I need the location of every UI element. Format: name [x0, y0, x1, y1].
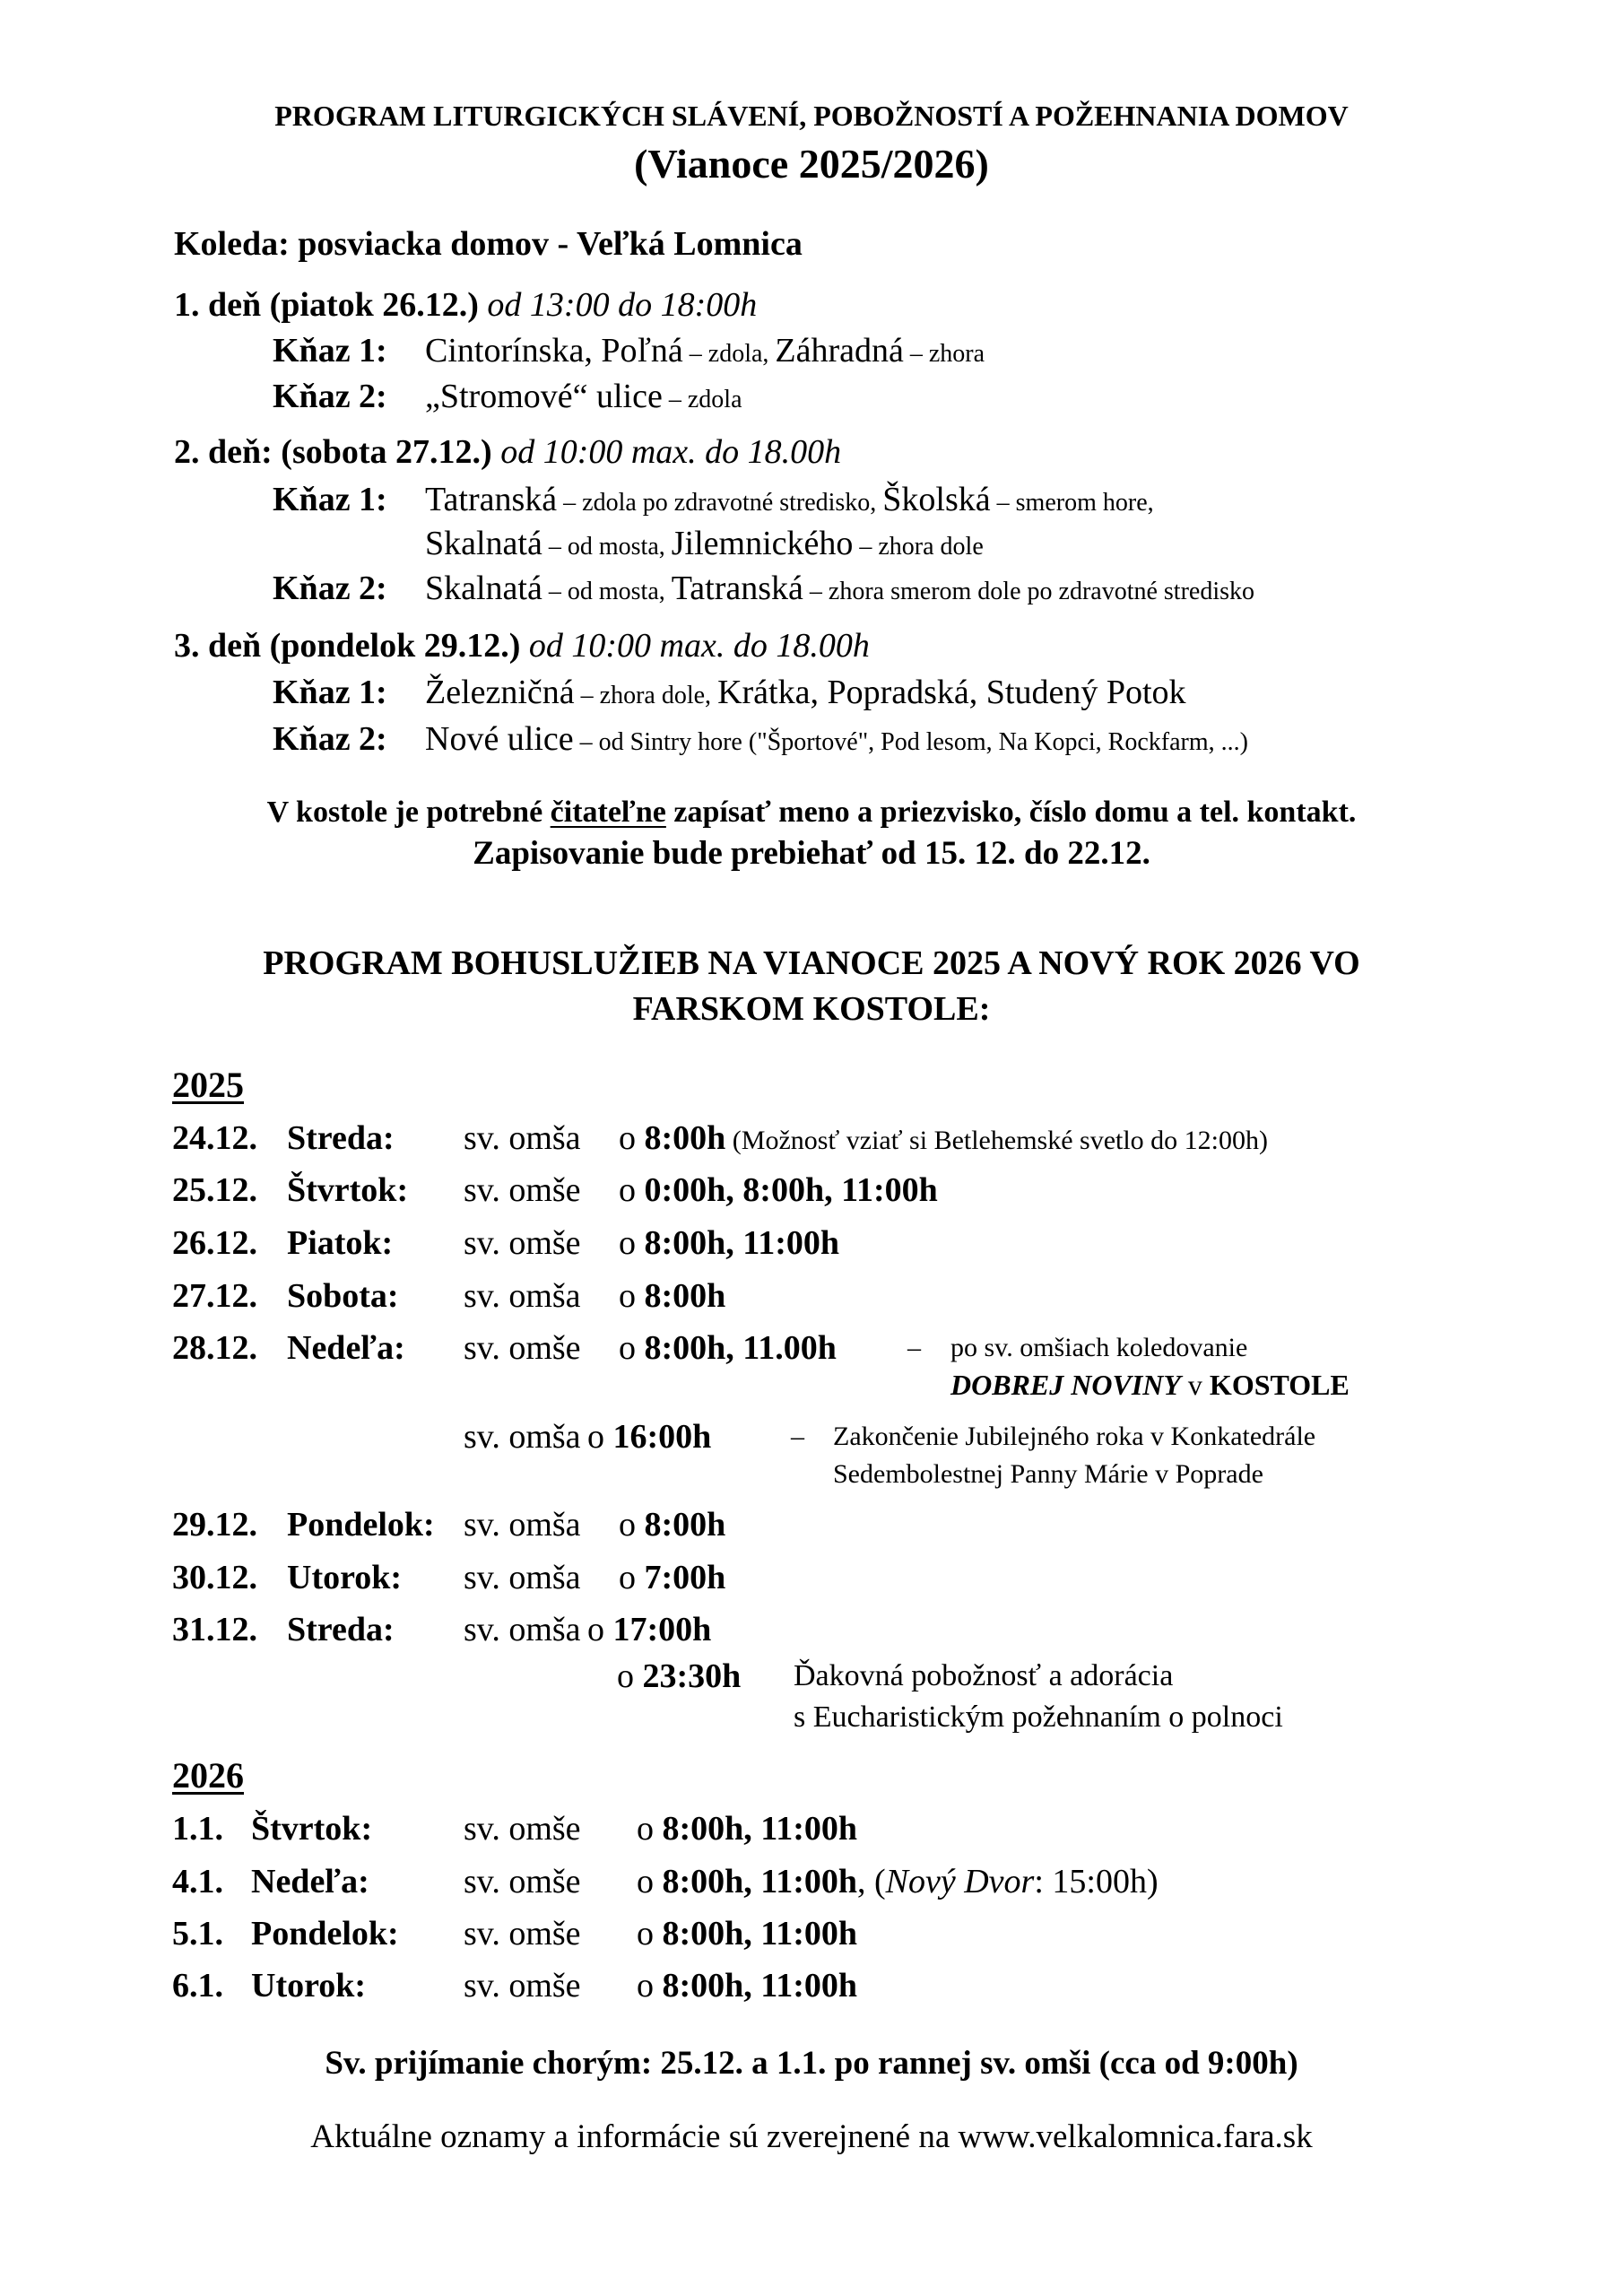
row-day: Nedeľa:: [251, 1863, 369, 1900]
priest-label: Kňaz 1:: [273, 674, 387, 711]
row-date: 26.12.: [172, 1224, 257, 1262]
street: Železničná: [425, 674, 575, 711]
row-o-text: o: [619, 1506, 636, 1544]
koleda-day-2-priest-2: [273, 571, 387, 605]
row-mass: sv. omše: [464, 1810, 581, 1848]
row-times: 8:00h, 11:00h: [662, 1810, 857, 1848]
row-date: 25.12.: [172, 1171, 257, 1209]
row-day: Sobota:: [287, 1277, 399, 1315]
priest-label: Kňaz 2:: [273, 570, 387, 607]
row-o: [637, 1917, 857, 1951]
day-label: 3. deň (pondelok 29.12.): [174, 627, 521, 665]
services-title-line-2: FARSKOM KOSTOLE:: [632, 990, 991, 1028]
row-o: [619, 1121, 1268, 1155]
street: Jilemnického: [671, 525, 854, 562]
row-times: 23:30h: [642, 1657, 742, 1695]
row-o-text: o: [619, 1329, 636, 1367]
koleda-day-1-priest-2-streets: [425, 379, 742, 413]
koleda-day-1-priest-1-streets: [425, 334, 985, 368]
row-o-text: o: [587, 1418, 604, 1456]
priest-label: Kňaz 1:: [273, 332, 387, 370]
row-times: 8:00h, 11:00h: [662, 1863, 857, 1900]
row-o: [619, 1173, 938, 1207]
direction: – smerom hore,: [990, 489, 1154, 517]
row-day: Streda:: [287, 1119, 395, 1157]
note-strong: KOSTOLE: [1209, 1369, 1350, 1401]
note-text: v: [1180, 1369, 1210, 1401]
row-note: Ďakovná pobožnosť a adorácia: [794, 1659, 1174, 1692]
communion-notice: Sv. prijímanie chorým: 25.12. a 1.1. po rannej sv. omši (cca od 9:00h): [325, 2045, 1298, 2082]
row-note-line-2: [950, 1370, 1350, 1399]
row-day: Piatok:: [287, 1224, 394, 1262]
services-title-line-1: PROGRAM BOHUSLUŽIEB NA VIANOCE 2025 A NOVÝ ROK 2026 VO: [263, 944, 1360, 982]
row-o: [587, 1613, 711, 1647]
row-note: Zakončenie Jubilejného roka v Konkatedrále: [833, 1422, 1316, 1451]
row-o-text: o: [619, 1171, 636, 1209]
row-date: 6.1.: [172, 1967, 223, 2005]
street: Tatranská: [425, 481, 558, 518]
koleda-day-3-priest-2-streets: [425, 722, 1248, 756]
row-date: 5.1.: [172, 1915, 223, 1952]
koleda-day-1: [174, 288, 757, 322]
row-o: [587, 1420, 711, 1454]
row-tail-place: Nový Dvor: [885, 1863, 1035, 1900]
koleda-day-2: [174, 435, 841, 469]
row-note-line-2: s Eucharistickým požehnaním o polnoci: [794, 1700, 1283, 1734]
row-date: 27.12.: [172, 1277, 257, 1315]
row-o: [637, 1812, 857, 1846]
row-date: 24.12.: [172, 1119, 257, 1157]
row-o: [619, 1279, 725, 1313]
koleda-day-1-priest-1: [273, 334, 387, 368]
row-times: 8:00h, 11:00h: [662, 1915, 857, 1952]
website-notice: Aktuálne oznamy a informácie sú zverejnené na www.velkalomnica.fara.sk: [310, 2118, 1313, 2155]
street: Školská: [882, 481, 991, 518]
koleda-day-3-priest-1: [273, 675, 387, 709]
direction: – zhora dole,: [574, 682, 718, 709]
day-time: od 13:00 do 18:00h: [478, 286, 758, 324]
row-mass: sv. omše: [464, 1863, 581, 1900]
koleda-day-3-priest-1-streets: [425, 675, 1186, 709]
notice-text: V kostole je potrebné: [266, 796, 551, 829]
row-day: Pondelok:: [251, 1915, 399, 1952]
row-o-text: o: [637, 1810, 654, 1848]
street: Tatranská: [671, 570, 803, 607]
direction: – od Sintry hore ("Športové", Pod lesom, Na Kopci, Rockfarm, ...): [573, 728, 1248, 756]
priest-label: Kňaz 1:: [273, 481, 387, 518]
street: „Stromové“ ulice: [425, 378, 663, 415]
koleda-day-2-priest-1-streets-cont: [425, 526, 984, 561]
row-dash: –: [907, 1333, 921, 1362]
day-time: od 10:00 max. do 18.00h: [520, 627, 870, 665]
street: Skalnatá: [425, 570, 542, 607]
koleda-day-3-priest-2: [273, 722, 387, 756]
street: Krátka, Popradská, Studený Potok: [717, 674, 1186, 711]
koleda-day-3: [174, 629, 870, 663]
row-mass: sv. omše: [464, 1329, 581, 1367]
row-o-text: o: [637, 1967, 654, 2005]
row-tail: : 15:00h): [1034, 1863, 1159, 1900]
row-note-line-2: Sedembolestnej Panny Márie v Poprade: [833, 1459, 1263, 1489]
year-heading-2025: 2025: [172, 1065, 244, 1105]
document-subtitle: (Vianoce 2025/2026): [634, 141, 989, 187]
direction: – od mosta,: [542, 578, 672, 605]
row-day: Streda:: [287, 1611, 395, 1648]
koleda-day-2-priest-1: [273, 483, 387, 517]
row-o-text: o: [619, 1559, 636, 1596]
registration-notice: [0, 797, 1623, 828]
row-date: 4.1.: [172, 1863, 223, 1900]
row-date: 28.12.: [172, 1329, 257, 1367]
day-label: 2. deň: (sobota 27.12.): [174, 433, 492, 471]
priest-label: Kňaz 2:: [273, 378, 387, 415]
row-date: 30.12.: [172, 1559, 257, 1596]
row-o-text: o: [619, 1224, 636, 1262]
row-date: 31.12.: [172, 1611, 257, 1648]
street: Záhradná: [775, 332, 904, 370]
row-date: 1.1.: [172, 1810, 223, 1848]
row-o: [619, 1331, 837, 1365]
day-label: 1. deň (piatok 26.12.): [174, 286, 479, 324]
row-o-text: o: [617, 1657, 634, 1695]
row-o: [619, 1508, 725, 1542]
row-times: 17:00h: [612, 1611, 712, 1648]
row-mass: sv. omše: [464, 1967, 581, 2005]
row-mass: sv. omše: [464, 1915, 581, 1952]
notice-text: zapísať meno a priezvisko, číslo domu a tel. kontakt.: [665, 796, 1357, 829]
row-o: [619, 1226, 839, 1260]
row-o-text: o: [619, 1277, 636, 1315]
row-o: [637, 1969, 857, 2003]
row-note: (Možnosť vziať si Betlehemské svetlo do 12:00h): [725, 1126, 1268, 1155]
row-mass: sv. omša: [464, 1559, 581, 1596]
row-day: Štvrtok:: [287, 1171, 409, 1209]
row-times: 8:00h, 11:00h: [644, 1224, 839, 1262]
row-o-text: o: [587, 1611, 604, 1648]
koleda-day-2-priest-2-streets: [425, 571, 1254, 605]
row-mass: sv. omša: [464, 1119, 581, 1157]
row-o: [637, 1865, 1159, 1899]
street: Cintorínska, Poľná: [425, 332, 683, 370]
row-times: 8:00h: [644, 1119, 726, 1157]
row-o-text: o: [637, 1863, 654, 1900]
row-o-text: o: [619, 1119, 636, 1157]
registration-period: Zapisovanie bude prebiehať od 15. 12. do 22.12.: [473, 835, 1150, 872]
direction: – zhora smerom dole po zdravotné stredisko: [803, 578, 1255, 605]
row-tail: , (: [856, 1863, 886, 1900]
row-dash: –: [791, 1422, 804, 1451]
direction: – zdola: [662, 386, 742, 413]
direction: – zhora: [903, 340, 985, 368]
document-title: PROGRAM LITURGICKÝCH SLÁVENÍ, POBOŽNOSTÍ A POŽEHNANIA DOMOV: [274, 100, 1349, 132]
row-times: 8:00h, 11.00h: [644, 1329, 837, 1367]
direction: – zhora dole: [853, 533, 984, 561]
direction: – od mosta,: [542, 533, 672, 561]
day-time: od 10:00 max. do 18.00h: [491, 433, 842, 471]
year-heading-2026: 2026: [172, 1755, 244, 1796]
row-day: Pondelok:: [287, 1506, 435, 1544]
row-mass: sv. omša: [464, 1611, 581, 1648]
row-note: po sv. omšiach koledovanie: [950, 1333, 1248, 1362]
row-day: Utorok:: [287, 1559, 403, 1596]
row-day: Nedeľa:: [287, 1329, 405, 1367]
row-times: 0:00h, 8:00h, 11:00h: [644, 1171, 938, 1209]
row-mass: sv. omša: [464, 1277, 581, 1315]
row-o-text: o: [637, 1915, 654, 1952]
row-o: [619, 1561, 725, 1595]
row-times: 8:00h: [644, 1506, 726, 1544]
row-mass: sv. omša: [464, 1418, 581, 1456]
koleda-day-2-priest-1-streets: [425, 483, 1154, 517]
row-mass: sv. omše: [464, 1224, 581, 1262]
row-times: 8:00h: [644, 1277, 726, 1315]
row-times: 16:00h: [612, 1418, 712, 1456]
row-mass: sv. omša: [464, 1506, 581, 1544]
street: Nové ulice: [425, 720, 574, 758]
direction: – zdola po zdravotné stredisko,: [557, 489, 883, 517]
priest-label: Kňaz 2:: [273, 720, 387, 758]
direction: – zdola,: [682, 340, 776, 368]
row-day: Utorok:: [251, 1967, 367, 2005]
row-day: Štvrtok:: [251, 1810, 373, 1848]
row-date: 29.12.: [172, 1506, 257, 1544]
note-emphasis: DOBREJ NOVINY: [950, 1369, 1181, 1401]
row-times: 7:00h: [644, 1559, 726, 1596]
koleda-heading: Koleda: posviacka domov - Veľká Lomnica: [174, 225, 803, 263]
street: Skalnatá: [425, 525, 542, 562]
row-o: [617, 1659, 741, 1693]
row-times: 8:00h, 11:00h: [662, 1967, 857, 2005]
koleda-day-1-priest-2: [273, 379, 387, 413]
row-mass: sv. omše: [464, 1171, 581, 1209]
notice-emphasis: čitateľne: [550, 796, 666, 829]
